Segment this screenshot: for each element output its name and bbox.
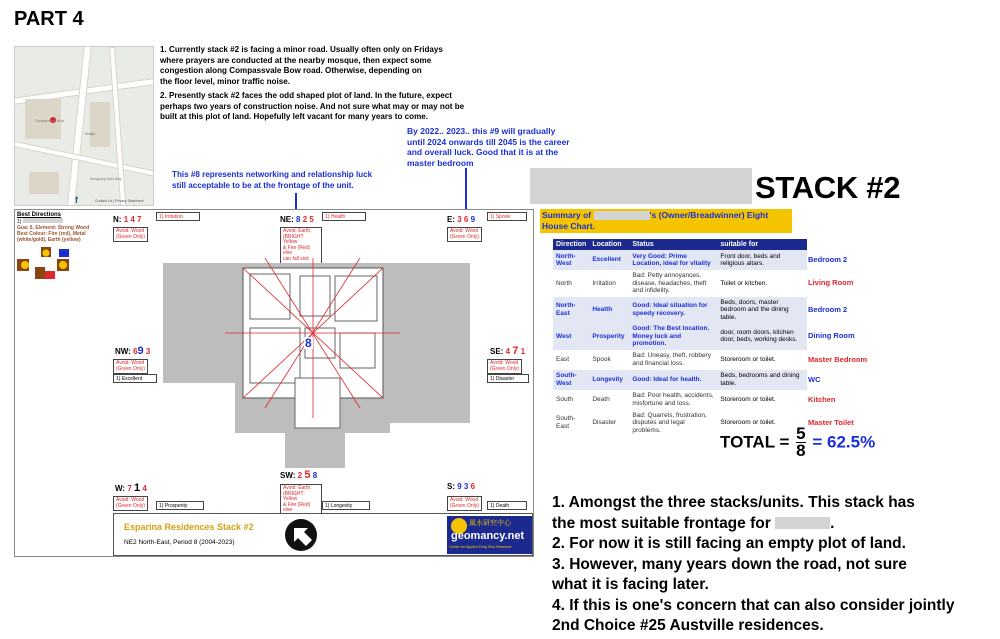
sector-south-east-warning: Avoid: Wood (Green Only)	[487, 359, 522, 374]
sector-south-east: SE: 4 7 1	[490, 345, 526, 357]
center-star: 8	[305, 336, 312, 350]
status-cell: Bad: Petty annoyances, disease, headaches, theft and infidelity.	[632, 272, 707, 294]
status-cell: Very Good: Prime Location, ideal for vitality	[629, 250, 717, 270]
sector-east-tag: 1) Spook	[487, 212, 527, 221]
sector-north-west-warning: Avoid: Wood (Green Only)	[113, 359, 148, 374]
direction-cell: East	[556, 355, 570, 363]
status-cell: Bad: Uneasy, theft, robbery and financial loss.	[632, 352, 711, 367]
note-8-networking: This #8 represents networking and relationship luck still acceptable to be at the frontage of the unit.	[172, 170, 373, 190]
direction-cell: South-West	[553, 370, 589, 390]
sector-north-west: NW: 69 3	[115, 345, 151, 357]
sector-west-warning: Avoid: Wood (Green Only)	[113, 496, 148, 511]
floor-plan-drawing	[155, 258, 475, 478]
location-cell: Prosperity	[589, 323, 629, 350]
summary-header: Summary of 's (Owner/Breadwinner) Eight House Chart.	[540, 209, 792, 233]
page-title: PART 4	[14, 8, 84, 30]
pointer-line	[465, 168, 467, 213]
total-result: = 62.5%	[812, 432, 876, 452]
footer-title: Esparina Residences Stack #2	[124, 522, 254, 532]
room-label: Bedroom 2	[808, 255, 848, 264]
note-2: 2. Presently stack #2 faces the odd shaped plot of land. In the future, expect perhaps two years of construction noise. And not sure what may or may not be built at this plot of land. Hopefully left vacant for many years to come.	[160, 91, 465, 121]
suitable-cell: Front door, beds and religious altars.	[717, 250, 807, 270]
sector-south-warning: Avoid: Wood (Green Only)	[447, 496, 482, 511]
sector-north-tag: 1) Irritation	[156, 212, 200, 221]
sector-west: W: 7 1 4	[115, 482, 147, 494]
chart-footer	[113, 513, 533, 556]
redacted-name-block	[530, 168, 752, 204]
sector-east: E: 3 6 9	[447, 215, 476, 224]
location-cell: Excellent	[589, 250, 629, 270]
sector-west-tag: 1) Prosperity	[156, 501, 204, 510]
room-label: Master Toilet	[808, 417, 854, 427]
suitable-cell: door, room doors, kitchen door, beds, working desks.	[717, 323, 807, 350]
total-score: TOTAL = $\frac{5}{8}$ = 62.5%	[720, 424, 876, 460]
note-1: 1. Currently stack #2 is facing a minor road. Usually often only on Fridays where prayers are conducted at the nearby mosque, then expect some congestion along Compassvale Bow road. Otherwise, depending on the floor level, minor traffic noise.	[160, 45, 443, 86]
eight-house-table	[553, 239, 807, 436]
direction-cell: South-East	[556, 415, 576, 430]
location-cell: Irritation	[592, 279, 616, 287]
map-label: Compassvale Bow	[35, 119, 64, 123]
direction-cell: North-West	[553, 250, 589, 270]
direction-cell: North-East	[553, 297, 589, 324]
table-row	[553, 270, 807, 297]
column-header: Direction	[553, 239, 589, 250]
table-row	[553, 323, 807, 350]
table-row	[553, 297, 807, 324]
suitable-cell: Storeroom or toilet.	[720, 419, 776, 426]
footer-subtitle: NE2 North-East, Period 8 (2004-2023)	[124, 539, 235, 546]
location-cell: Spook	[592, 355, 611, 363]
total-numerator: 5	[796, 424, 806, 443]
location-cell: Disaster	[592, 419, 617, 426]
status-cell: Bad: Quarrels, frustration, disputes and legal problems.	[632, 411, 707, 434]
location-map[interactable]	[14, 46, 154, 206]
sector-east-warning: Avoid: Wood (Green Only)	[447, 227, 482, 242]
map-label: Masjid	[85, 132, 96, 136]
status-cell: Good: Ideal for health.	[629, 370, 717, 390]
room-label: Kitchen	[808, 394, 836, 404]
sector-north-east-tag: 1) Health	[322, 212, 366, 221]
sector-south-west-warning: Avoid: Earth, (BRIGHT Yellow & Fire (Red) else	[280, 484, 322, 521]
table-row	[553, 390, 807, 410]
note-9-luck: By 2022.. 2023.. this #9 will gradually until 2024 onwards till 2045 is the career and overall luck. Good that it is at the master bedroom	[407, 126, 570, 168]
sector-north-east-warning: Avoid: Earth, (BRIGHT Yellow & Fire (Red) else can fall sick	[280, 227, 322, 264]
column-header: suitable for	[717, 239, 807, 250]
direction-cell: North	[556, 279, 572, 287]
status-cell: Good: The Best location. Money luck and promotion.	[629, 323, 717, 350]
table-row	[553, 370, 807, 390]
sector-south-tag: 1) Death	[487, 501, 527, 510]
map-label: Sengkang East Way	[90, 177, 122, 181]
location-cell: Health	[589, 297, 629, 324]
direction-cell: South	[556, 395, 573, 403]
sector-north-warning: Avoid: Wood (Green Only)	[113, 227, 148, 242]
sector-south-west: SW: 2 5 8	[280, 469, 318, 481]
room-label: WC	[808, 374, 821, 384]
location-cell: Longevity	[589, 370, 629, 390]
stack-title: STACK #2	[755, 170, 901, 205]
status-cell: Good: Ideal situation for speedy recovery.	[629, 297, 717, 324]
status-cell: Bad: Poor health, accidents, misfortune and loss.	[632, 392, 714, 407]
direction-cell: West	[553, 323, 589, 350]
sector-south-east-tag: 1) Disaster	[487, 374, 529, 383]
room-label: Living Room	[808, 278, 854, 288]
geomancy-logo[interactable]: 風水研究中心 geomancy.net Center for Applied Feng Shui Research	[447, 516, 532, 554]
table-row	[553, 250, 807, 270]
facebook-icon[interactable]: f	[75, 195, 78, 205]
suitable-cell: Storeroom or toilet.	[720, 395, 776, 403]
room-label: Bedroom 2	[808, 304, 848, 314]
sector-north-west-tag: 1) Excellent	[113, 374, 157, 383]
location-cell: Death	[592, 395, 610, 403]
room-label: Master Bedroom	[808, 354, 868, 364]
sector-south: S: 9 3 6	[447, 482, 476, 491]
best-directions: Best Directions 1) Gua: 6, Element: Strong Wood Best Colour: Fire (red), Metal (white/gold), Earth (yellow)	[17, 212, 111, 283]
suitable-cell: Toilet or kitchen.	[720, 279, 768, 287]
direction-arrows-icon	[17, 245, 77, 281]
sector-south-west-tag: 1) Longevity	[322, 501, 370, 510]
column-header: Location	[589, 239, 629, 250]
suitable-cell: Beds, doors, master bedroom and the dining table.	[717, 297, 807, 324]
room-label: Dining Room	[808, 331, 855, 341]
sector-north-east: NE: 8 2 5	[280, 215, 314, 224]
compass-arrow-icon	[284, 518, 318, 552]
total-denominator: 8	[796, 441, 806, 460]
suitable-cell: Beds, bedrooms and dining table.	[717, 370, 807, 390]
conclusion-text: 1. Amongst the three stacks/units. This stack has the most suitable frontage for . 2. For now it is still facing an empty plot of land. 3. However, many years down the road, not sure what it is facing later. 4. If this is one's concern that can also consider jointly 2nd Choice #25 Austville residences.	[552, 494, 955, 634]
floor-plan-chart	[14, 209, 534, 557]
sector-north: N: 1 4 7	[113, 215, 142, 224]
table-row	[553, 350, 807, 370]
column-header: Status	[629, 239, 717, 250]
suitable-cell: Storeroom or toilet.	[720, 355, 776, 363]
map-attribution[interactable]: Contact Us | Privacy Statement	[95, 199, 144, 203]
